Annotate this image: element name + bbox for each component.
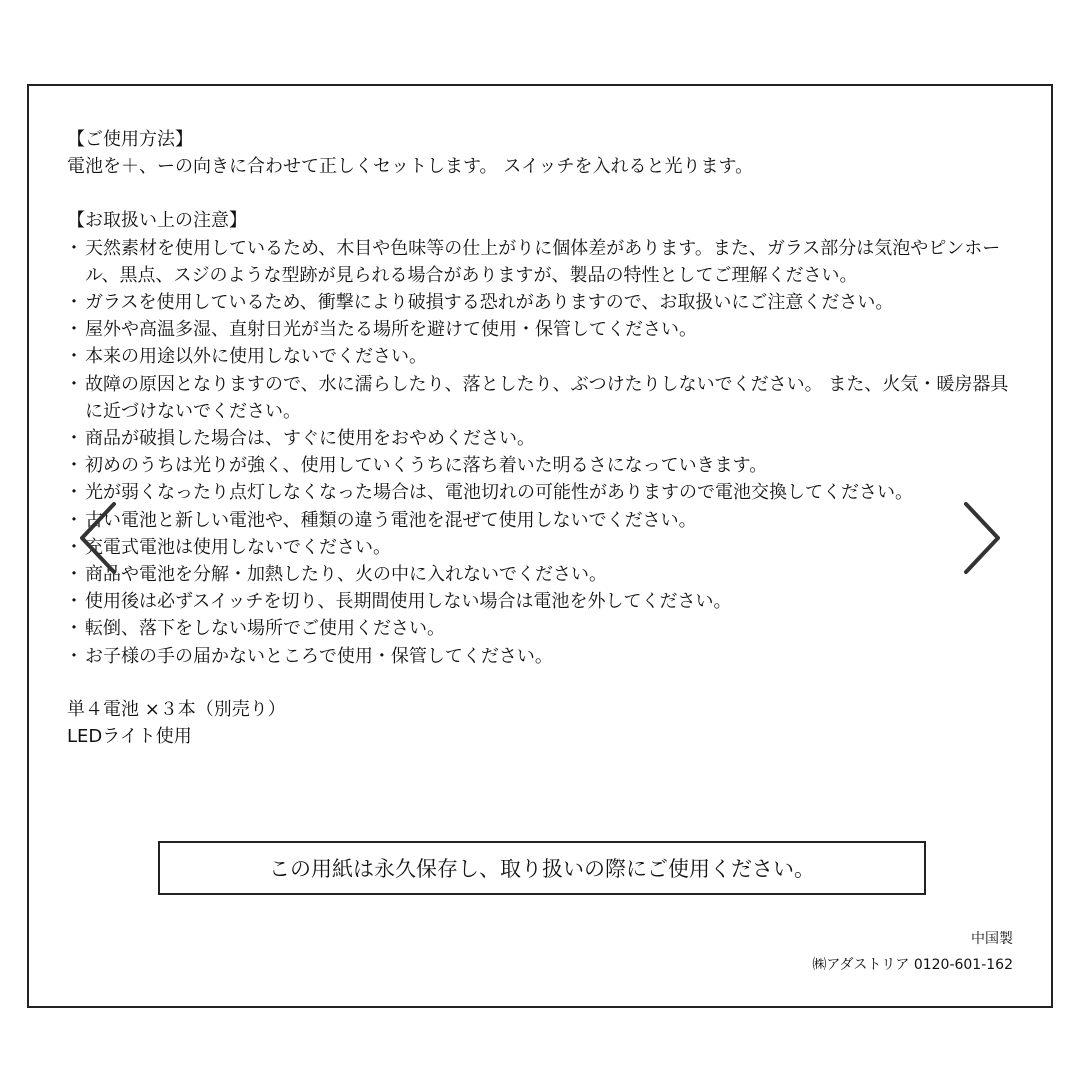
battery-spec: 単４電池 ×３本（別売り） <box>67 698 286 720</box>
caution-item: ・ 商品が破損した場合は、すぐに使用をおやめください。 <box>67 425 1017 452</box>
usage-title: 【ご使用方法】 <box>67 129 193 150</box>
cautions-title: 【お取扱い上の注意】 <box>67 210 247 232</box>
keep-notice-text: この用紙は永久保存し、取り扱いの際にご使用ください。 <box>269 857 815 881</box>
caution-item: ・ 初めのうちは光りが強く、使用していくうちに落ち着いた明るさになっていきます。 <box>67 452 1017 479</box>
next-image-button[interactable] <box>960 500 1004 576</box>
keep-notice-box <box>158 841 926 895</box>
caution-item: ・ 使用後は必ずスイッチを切り、長期間使用しない場合は電池を外してください。 <box>67 588 1017 615</box>
caution-item: ・ 充電式電池は使用しないでください。 <box>67 534 1017 561</box>
caution-item: ・ 故障の原因となりますので、水に濡らしたり、落としたり、ぶつけたりしないでください。 また、火気・暖房器具に近づけないでください。 <box>67 371 1017 425</box>
light-spec: LEDライト使用 <box>67 726 192 748</box>
caution-item: ・ 転倒、落下をしない場所でご使用ください。 <box>67 615 1017 642</box>
caution-list <box>67 235 1017 670</box>
instruction-sheet <box>27 84 1053 1008</box>
caution-item: ・ 商品や電池を分解・加熱したり、火の中に入れないでください。 <box>67 561 1017 588</box>
caution-item: ・ 本来の用途以外に使用しないでください。 <box>67 343 1017 370</box>
caution-item: ・ 光が弱くなったり点灯しなくなった場合は、電池切れの可能性がありますので電池交換してください。 <box>67 479 1017 506</box>
caution-item: ・ 屋外や高温多湿、直射日光が当たる場所を避けて使用・保管してください。 <box>67 316 1017 343</box>
caution-item: ・ ガラスを使用しているため、衝撃により破損する恐れがありますので、お取扱いにご注意ください。 <box>67 289 1017 316</box>
caution-item: ・ お子様の手の届かないところで使用・保管してください。 <box>67 643 1017 670</box>
previous-image-button[interactable] <box>76 500 120 576</box>
caution-item: ・ 天然素材を使用しているため、木目や色味等の仕上がりに個体差があります。また、ガラス部分は気泡やピンホール、黒点、スジのような型跡が見られる場合がありますが、製品の特性としてご理解ください。 <box>67 235 1017 289</box>
country-of-origin: 中国製 <box>971 931 1013 947</box>
chevron-left-icon <box>76 500 120 576</box>
company-contact: ㈱アダストリア 0120-601-162 <box>812 957 1013 973</box>
sheet-footer <box>812 926 1013 978</box>
sheet-content <box>67 126 1017 750</box>
usage-text: 電池を＋、ーの向きに合わせて正しくセットします。 スイッチを入れると光ります。 <box>67 156 754 178</box>
caution-item: ・ 古い電池と新しい電池や、種類の違う電池を混ぜて使用しないでください。 <box>67 507 1017 534</box>
chevron-right-icon <box>960 500 1004 576</box>
